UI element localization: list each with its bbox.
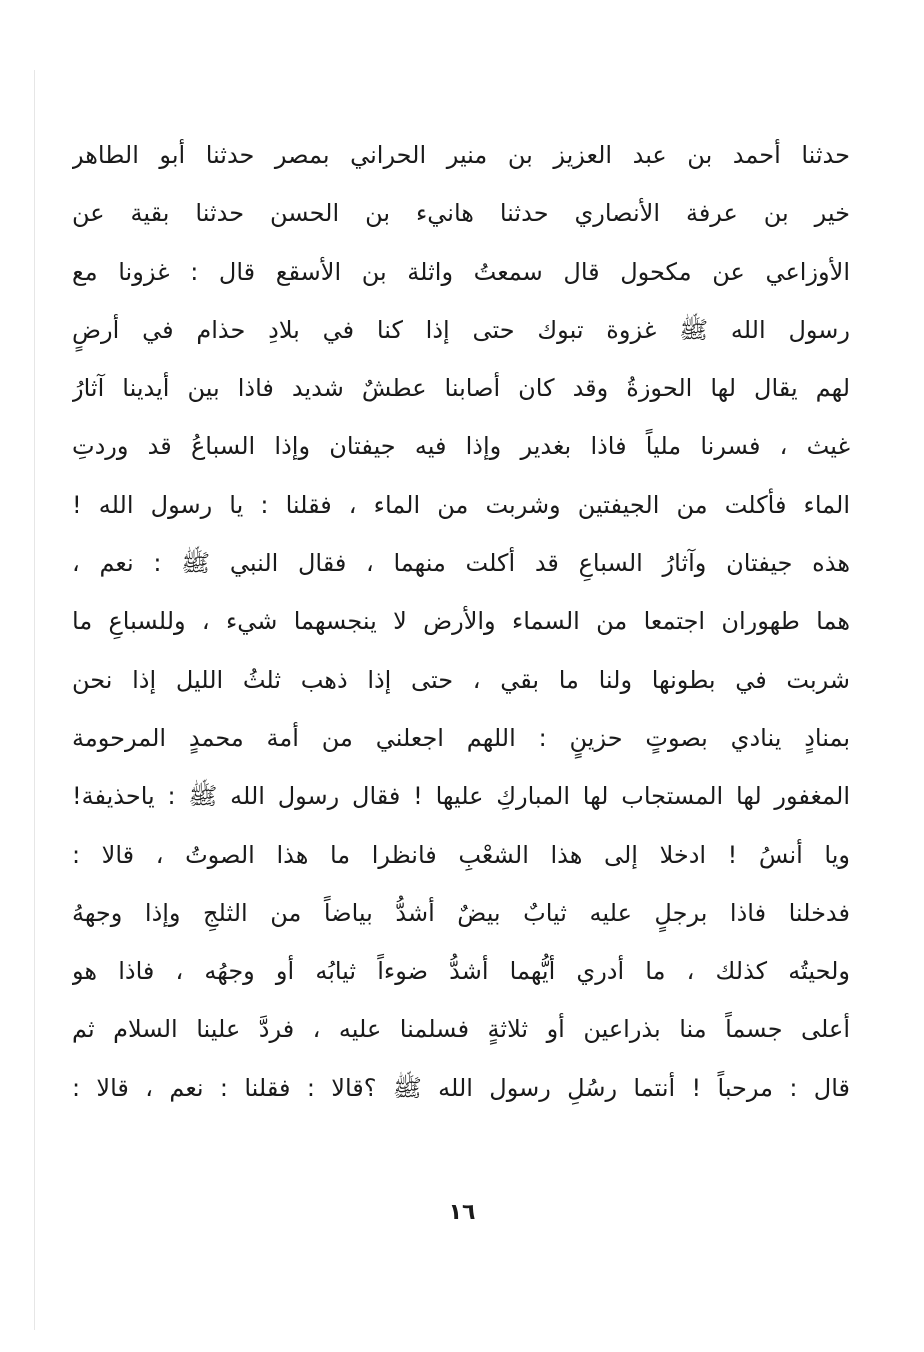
text-line: هما طهوران اجتمعا من السماء والأرض لا ينجسهما شيء ، وللسباعِ ما [72, 607, 850, 636]
text-line: فدخلنا فاذا برجلٍ عليه ثيابٌ بيضٌ أشدُّ بياضاً من الثلجِ وإذا وجههُ [72, 898, 850, 927]
text-line: ويا أنسُ ! ادخلا إلى هذا الشعْبِ فانظرا ما هذا الصوتُ ، قالا : [72, 840, 850, 869]
text-line: الماء فأكلت من الجيفتين وشربت من الماء ، فقلنا : يا رسول الله ! [72, 490, 850, 519]
text-line: الأوزاعي عن مكحول قال سمعتُ واثلة بن الأسقع قال : غزونا مع [72, 257, 850, 286]
text-line: بمنادٍ ينادي بصوتٍ حزينٍ : اللهم اجعلني من أمة محمدٍ المرحومة [72, 723, 850, 752]
text-line: رسول الله ﷺ غزوة تبوك حتى إذا كنا في بلادِ حذام في أرضٍ [72, 315, 850, 344]
text-line: خير بن عرفة الأنصاري حدثنا هانيء بن الحسن حدثنا بقية عن [72, 199, 850, 228]
text-line: أعلى جسماً منا بذراعين أو ثلاثةٍ فسلمنا عليه ، فردَّ علينا السلام ثم [72, 1015, 850, 1044]
text-line: غيث ، فسرنا ملياً فاذا بغدير وإذا فيه جيفتان وإذا السباعُ قد وردتِ [72, 432, 850, 461]
text-line: حدثنا أحمد بن عبد العزيز بن منير الحراني بمصر حدثنا أبو الطاهر [72, 141, 850, 169]
text-line: شربت في بطونها ولنا ما بقي ، حتى إذا ذهب ثلثُ الليل إذا نحن [72, 665, 850, 694]
body-text [72, 126, 850, 1117]
text-line: المغفور لها المستجاب لها المباركِ عليها ! فقال رسول الله ﷺ : ياحذيفة! [72, 782, 850, 811]
page-edge-line [34, 70, 35, 1330]
text-line: لهم يقال لها الحوزةُ وقد كان أصابنا عطشٌ شديد فاذا بين أيدينا آثارُ [72, 374, 850, 403]
text-line: ولحيتُه كذلك ، ما أدري أيُّهما أشدُّ ضوءاً ثيابُه أو وجهُه ، فاذا هو [72, 957, 850, 986]
page-number: ١٦ [448, 1200, 476, 1225]
text-line: هذه جيفتان وآثارُ السباعِ قد أكلت منهما ، فقال النبي ﷺ : نعم ، [72, 549, 850, 578]
text-line: قال : مرحباً ! أنتما رسُلِ رسول الله ﷺ ؟قالا : فقلنا : نعم ، قالا : [72, 1073, 850, 1102]
